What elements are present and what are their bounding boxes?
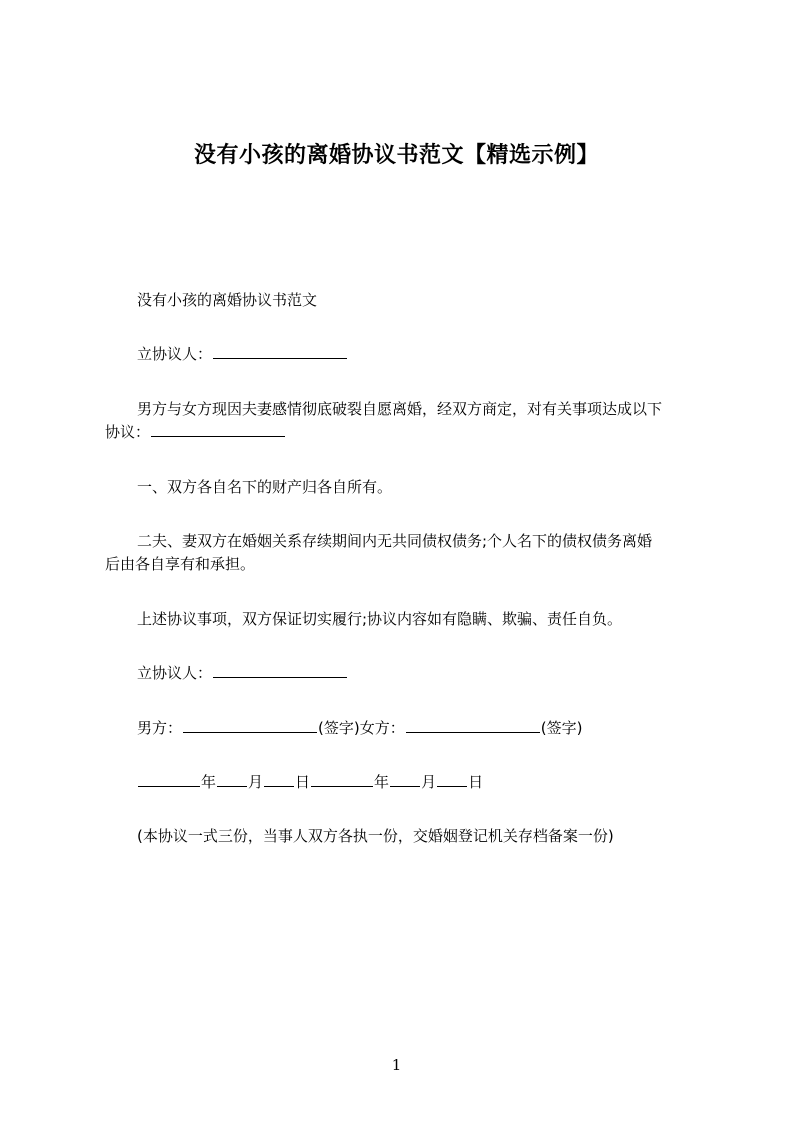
month-label-2: 月	[421, 773, 437, 791]
month-label-1: 月	[248, 773, 264, 791]
agreement-label: 协议：	[105, 423, 151, 441]
party-blank	[213, 343, 347, 359]
agreement-blank	[151, 421, 285, 437]
female-sign-label: (签字)	[540, 719, 583, 737]
female-label: 女方：	[359, 719, 405, 737]
month-blank-1	[217, 771, 247, 787]
intro-line-2	[105, 421, 705, 444]
male-sign-label: (签字)	[318, 719, 360, 737]
year-blank-1	[138, 771, 200, 787]
male-label: 男方：	[137, 719, 183, 737]
signature-line	[105, 717, 705, 740]
document-title: 没有小孩的离婚协议书范文【精选示例】	[193, 143, 599, 168]
day-blank-2	[437, 771, 467, 787]
intro-line-1: 男方与女方现因夫妻感情彻底破裂自愿离婚，经双方商定，对有关事项达成以下	[137, 400, 663, 418]
party-blank-2	[213, 662, 347, 678]
clause-two-line-2: 后由各自享有和承担。	[105, 555, 256, 573]
page-number: 1	[391, 1056, 402, 1074]
day-label-1: 日	[295, 773, 311, 791]
party-line	[105, 343, 705, 366]
year-label-2: 年	[374, 773, 390, 791]
day-label-2: 日	[468, 773, 484, 791]
clause-two-line-1: 二夫、妻双方在婚姻关系存续期间内无共同债权债务;个人名下的债权债务离婚	[137, 532, 653, 550]
male-signature-blank	[183, 717, 317, 733]
clause-one: 一、双方各自名下的财产归各自所有。	[137, 478, 393, 496]
month-blank-2	[390, 771, 420, 787]
year-blank-2	[311, 771, 373, 787]
party-label: 立协议人：	[137, 345, 213, 363]
date-line	[105, 771, 705, 794]
year-label-1: 年	[201, 773, 217, 791]
document-subtitle: 没有小孩的离婚协议书范文	[137, 291, 318, 309]
guarantee-clause: 上述协议事项，双方保证切实履行;协议内容如有隐瞒、欺骗、责任自负。	[137, 610, 623, 628]
day-blank-1	[264, 771, 294, 787]
party-label-2: 立协议人：	[137, 664, 213, 682]
female-signature-blank	[406, 717, 540, 733]
footnote: (本协议一式三份，当事人双方各执一份，交婚姻登记机关存档备案一份)	[137, 827, 614, 845]
party-line-2	[105, 662, 705, 685]
